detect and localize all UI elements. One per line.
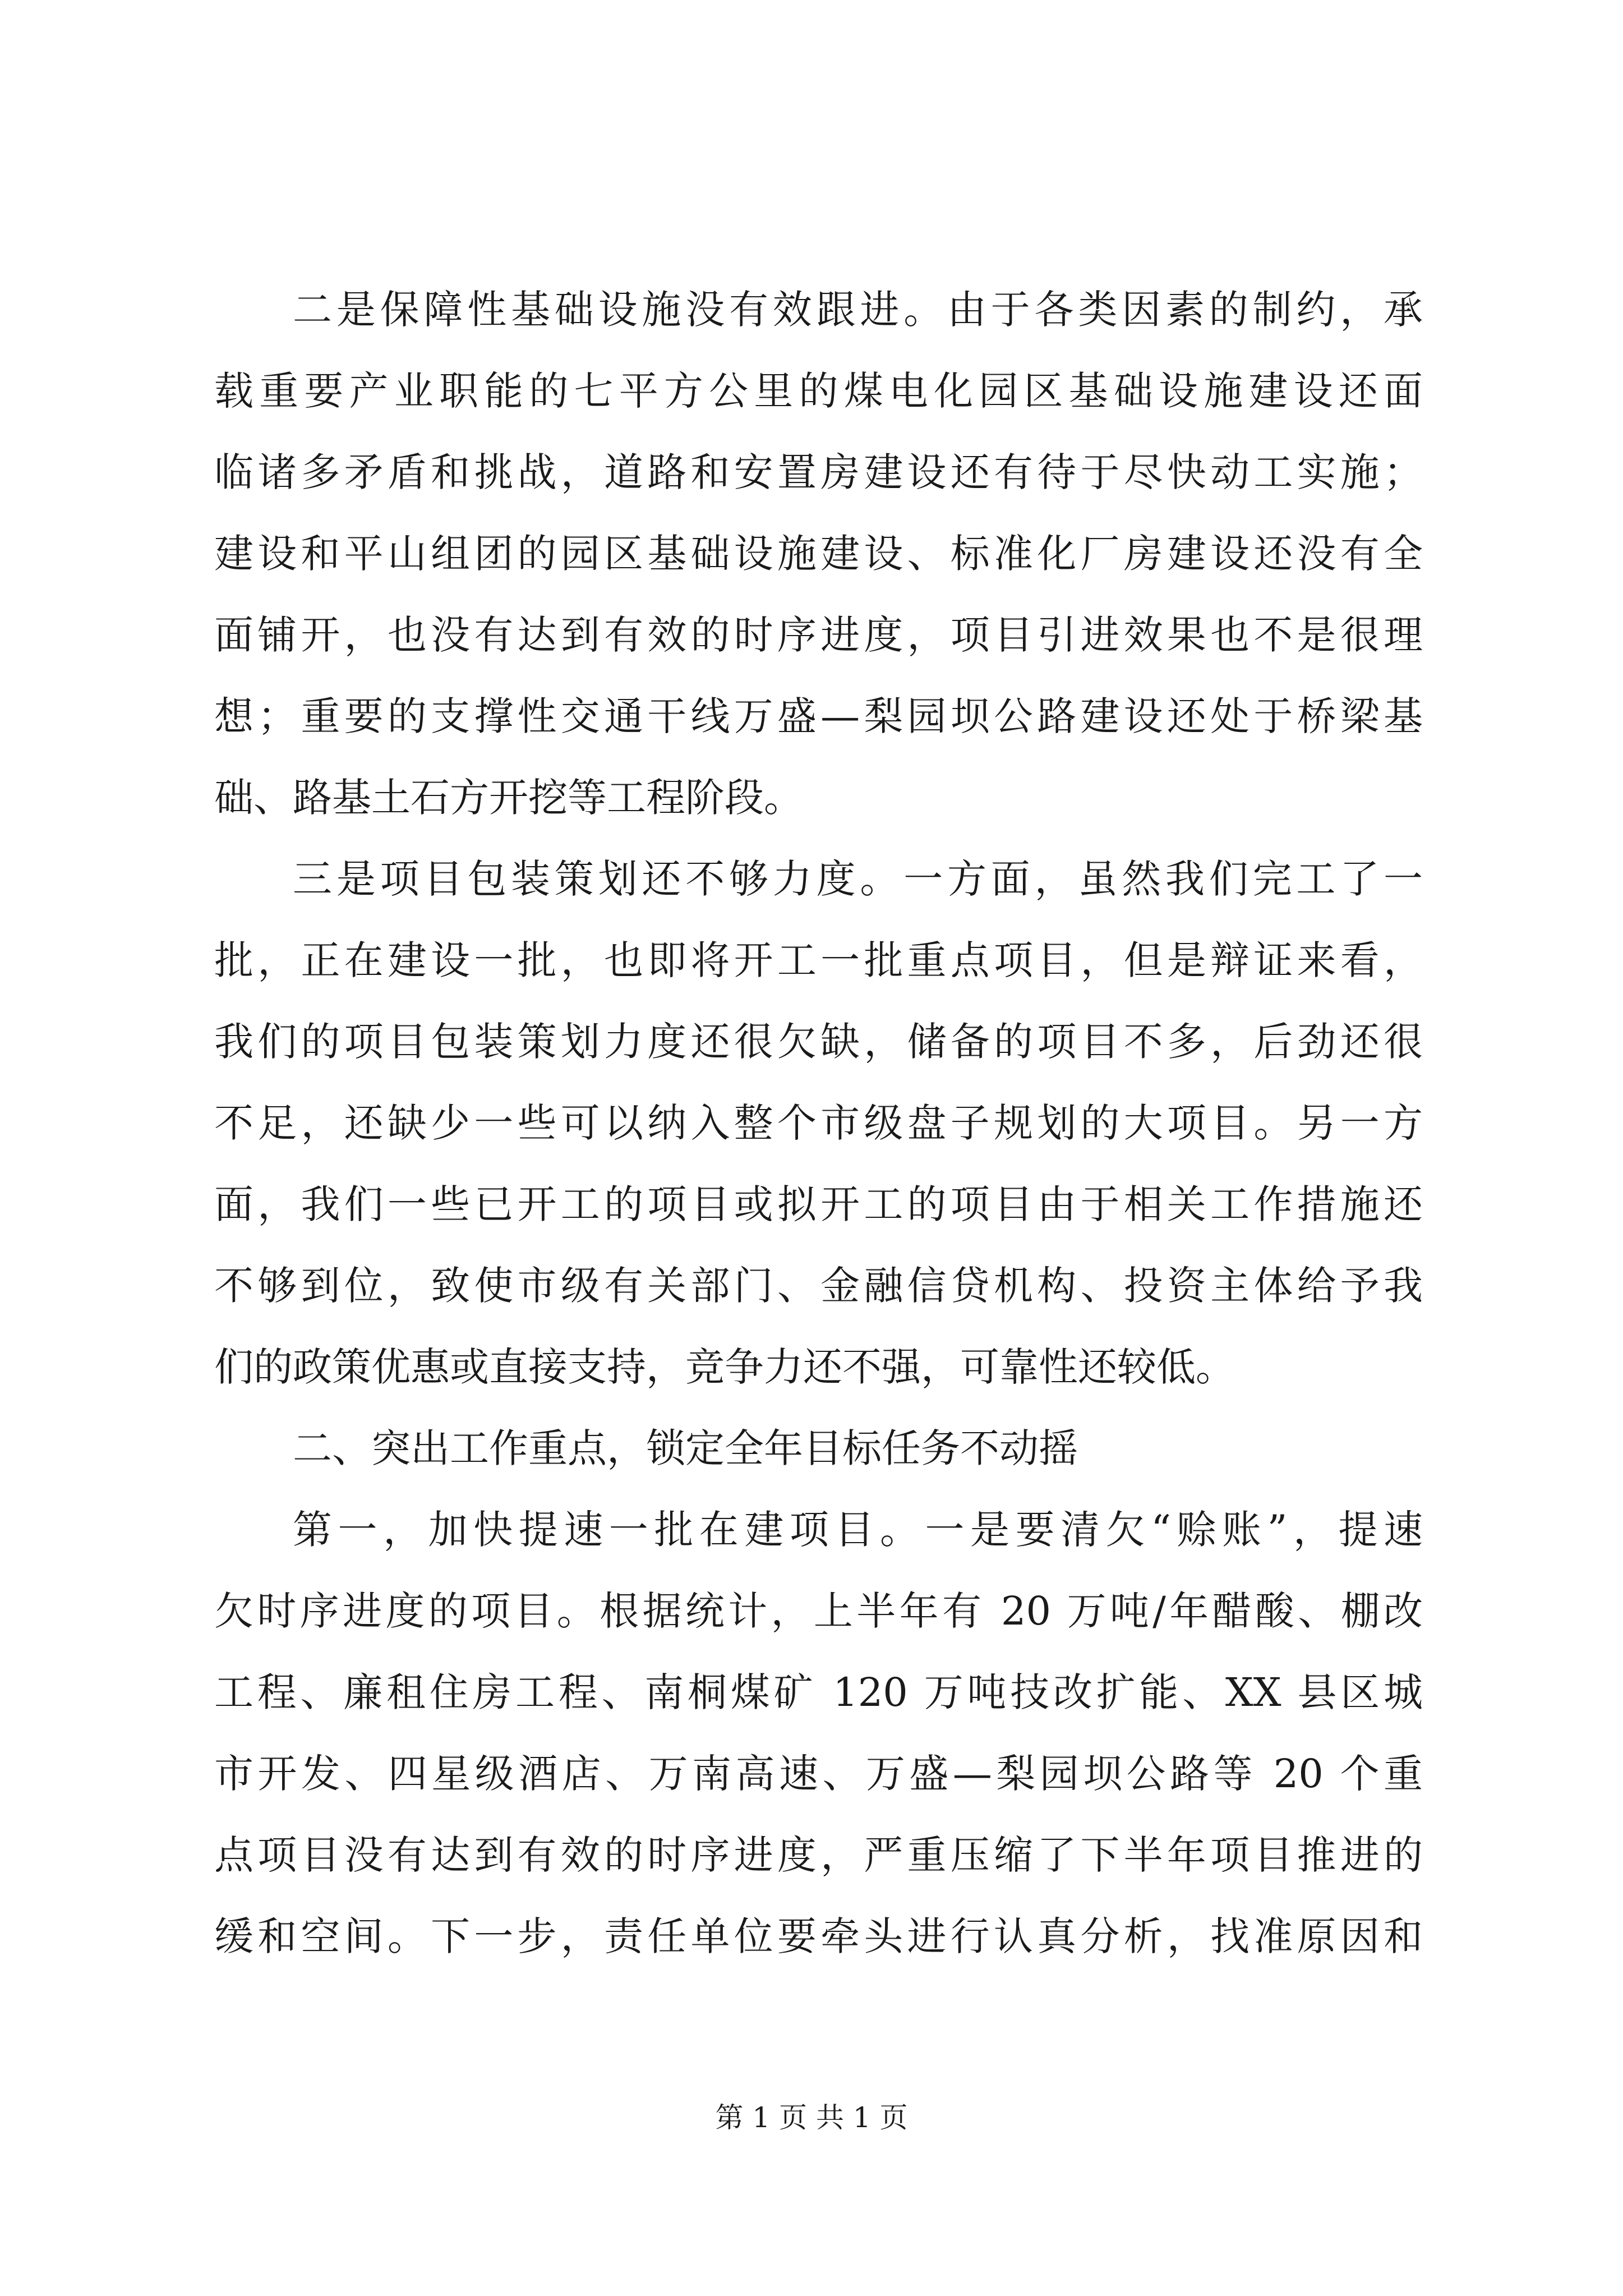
text-line: 面铺开，也没有达到有效的时序进度，项目引进效果也不是很理 [214, 612, 1423, 658]
text-line: 载重要产业职能的七平方公里的煤电化园区基础设施建设还面 [214, 368, 1423, 414]
text-line: 二是保障性基础设施没有效跟进。由于各类因素的制约，承 [293, 287, 1423, 333]
text-line: 不够到位，致使市级有关部门、金融信贷机构、投资主体给予我 [214, 1263, 1423, 1309]
text-line: 工程、廉租住房工程、南桐煤矿 120 万吨技改扩能、XX 县区城 [214, 1669, 1423, 1715]
text-line: 不足，还缺少一些可以纳入整个市级盘子规划的大项目。另一方 [214, 1100, 1423, 1146]
paragraph-infrastructure [214, 269, 1423, 839]
document-body [214, 269, 1423, 1977]
text-line: 我们的项目包装策划力度还很欠缺，储备的项目不多，后劲还很 [214, 1019, 1423, 1065]
text-line: 础、路基土石方开挖等工程阶段。 [214, 775, 803, 821]
text-line: 批，正在建设一批，也即将开工一批重点项目，但是辩证来看， [214, 937, 1423, 983]
text-line: 点项目没有达到有效的时序进度，严重压缩了下半年项目推进的 [214, 1832, 1423, 1878]
paragraph-accelerate-projects [214, 1489, 1423, 1977]
section-heading [214, 1408, 1423, 1489]
text-line: 欠时序进度的项目。根据统计，上半年有 20 万吨/年醋酸、棚改 [214, 1588, 1423, 1634]
text-line: 三是项目包装策划还不够力度。一方面，虽然我们完工了一 [293, 856, 1423, 902]
text-line: 临诸多矛盾和挑战，道路和安置房建设还有待于尽快动工实施； [214, 449, 1423, 495]
text-line: 想；重要的支撑性交通干线万盛—梨园坝公路建设还处于桥梁基 [214, 693, 1423, 739]
section-heading-text: 二、突出工作重点，锁定全年目标任务不动摇 [293, 1425, 1078, 1471]
paragraph-project-planning [214, 839, 1423, 1408]
text-line: 市开发、四星级酒店、万南高速、万盛—梨园坝公路等 20 个重 [214, 1751, 1423, 1797]
text-line: 们的政策优惠或直接支持，竞争力还不强，可靠性还较低。 [214, 1344, 1235, 1390]
text-line: 缓和空间。下一步，责任单位要牵头进行认真分析，找准原因和 [214, 1913, 1423, 1959]
text-line: 建设和平山组团的园区基础设施建设、标准化厂房建设还没有全 [214, 531, 1423, 577]
text-line: 面，我们一些已开工的项目或拟开工的项目由于相关工作措施还 [214, 1181, 1423, 1227]
text-line: 第一，加快提速一批在建项目。一是要清欠“赊账”，提速 [293, 1507, 1423, 1553]
page-footer [0, 2098, 1623, 2137]
page-number-label: 第 1 页 共 1 页 [715, 2101, 908, 2134]
